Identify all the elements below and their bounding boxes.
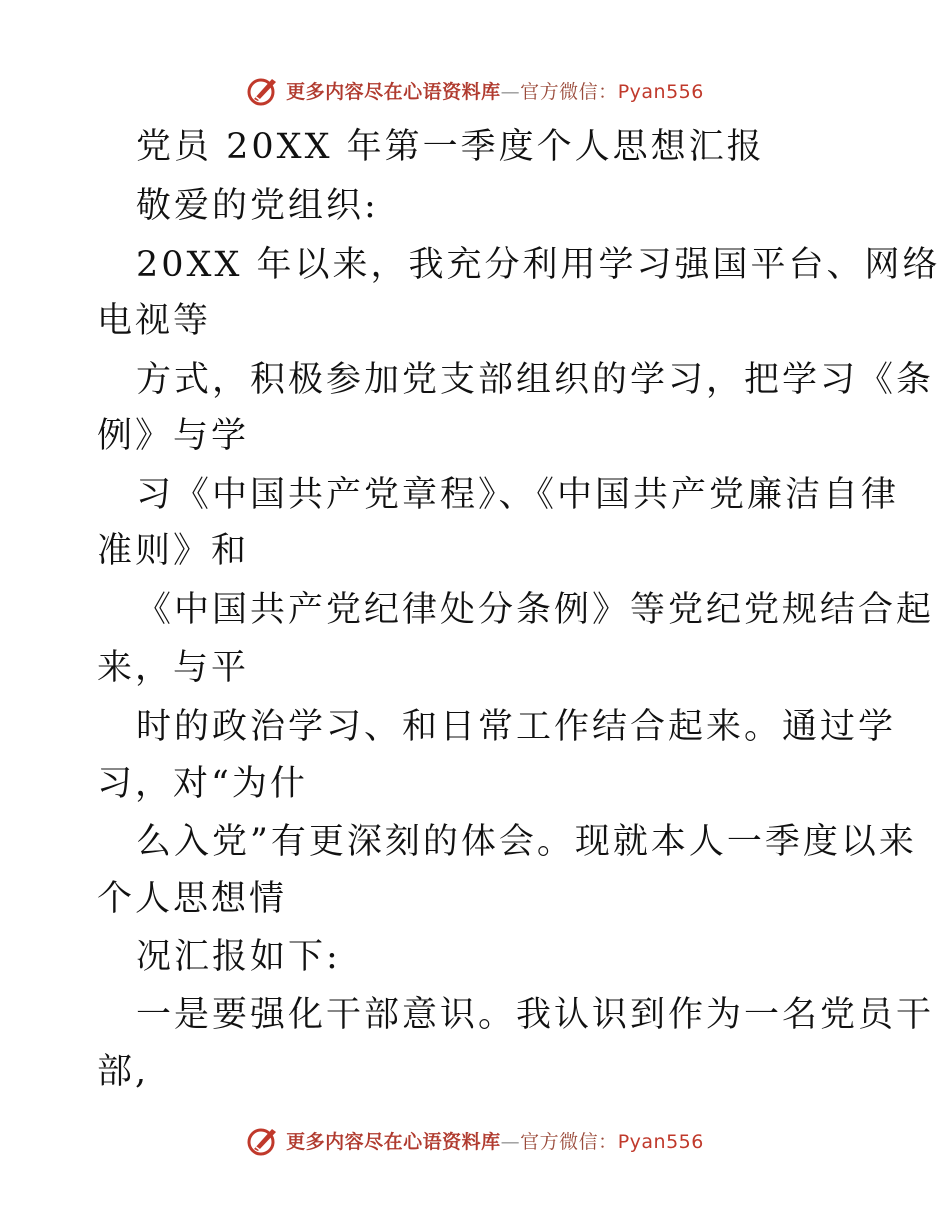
document-title: 党员 20XX 年第一季度个人思想汇报 (136, 127, 765, 167)
quill-pen-logo-icon (246, 1123, 280, 1157)
paragraph-line: 例》与学 (97, 416, 250, 456)
paragraph-line: 时的政治学习、和日常工作结合起来。通过学 (136, 707, 897, 747)
footer-watermark (0, 1120, 950, 1160)
paragraph-line: 一是要强化干部意识。我认识到作为一名党员干 (136, 995, 935, 1035)
watermark-site: 更多内容尽在心语资料库 (286, 80, 501, 103)
watermark-wechat-label: 官方微信： (520, 80, 618, 103)
watermark-wechat-label: 官方微信： (520, 1130, 618, 1153)
watermark-account: Pyan556 (617, 1130, 704, 1153)
paragraph-line: 《中国共产党纪律处分条例》等党纪党规结合起 (136, 590, 935, 630)
watermark-separator: — (500, 80, 521, 103)
paragraph-line: 况汇报如下: (136, 937, 341, 977)
paragraph-line: 习《中国共产党章程》、《中国共产党廉洁自律 (136, 475, 900, 515)
salutation: 敬爱的党组织: (136, 186, 379, 226)
paragraph-line: 电视等 (97, 301, 212, 341)
paragraph-line: 么入党”有更深刻的体会。现就本人一季度以来 (136, 822, 917, 862)
paragraph-line: 方式，积极参加党支部组织的学习，把学习《条 (136, 360, 935, 400)
paragraph-line: 来，与平 (97, 648, 250, 688)
watermark-account: Pyan556 (617, 80, 704, 103)
watermark-separator: — (500, 1130, 521, 1153)
paragraph-line: 个人思想情 (97, 879, 288, 919)
paragraph-line: 部, (97, 1052, 150, 1092)
header-watermark (0, 70, 950, 110)
paragraph-line: 20XX 年以来，我充分利用学习强国平台、网络 (136, 245, 941, 285)
quill-pen-logo-icon (246, 73, 280, 107)
paragraph-line: 准则》和 (97, 531, 250, 571)
paragraph-line: 习，对“为什 (97, 764, 308, 804)
watermark-site: 更多内容尽在心语资料库 (286, 1130, 501, 1153)
